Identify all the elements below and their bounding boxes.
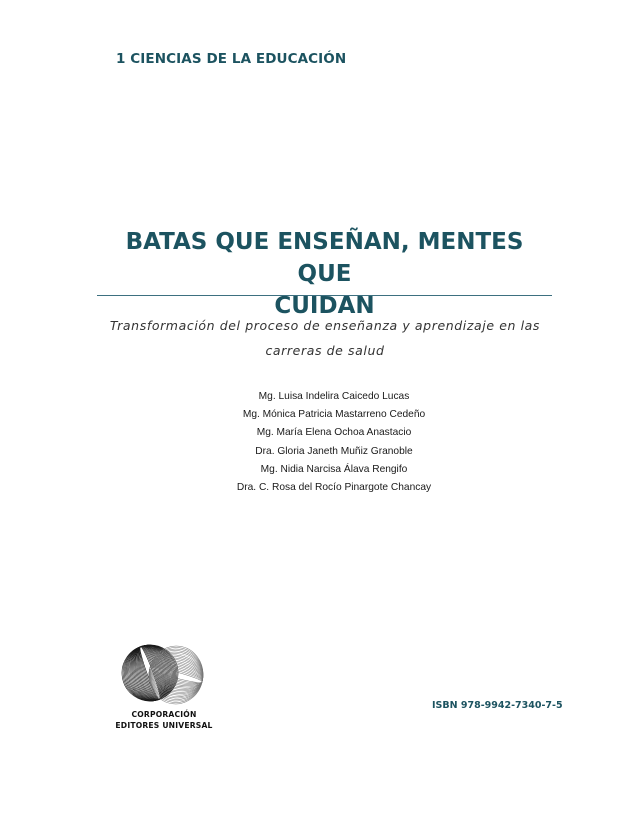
author-list xyxy=(150,388,518,497)
author-name: Mg. Nidia Narcisa Álava Rengifo xyxy=(260,463,408,475)
book-title xyxy=(97,226,552,322)
publisher-name-line-2: EDITORES UNIVERSAL xyxy=(115,721,213,730)
author-name: Mg. Mónica Patricia Mastarreno Cedeño xyxy=(242,409,426,421)
author-name: Mg. María Elena Ochoa Anastacio xyxy=(256,427,412,439)
isbn-label: ISBN 978-9942-7340-7-5 xyxy=(432,700,563,711)
book-subtitle xyxy=(100,313,550,363)
book-subtitle-line-2: carreras de salud xyxy=(265,343,385,358)
author-name: Mg. Luisa Indelira Caicedo Lucas xyxy=(258,391,410,402)
publisher-name xyxy=(104,709,224,731)
series-label: 1 CIENCIAS DE LA EDUCACIÓN xyxy=(116,51,347,67)
title-block xyxy=(97,226,552,322)
book-subtitle-line-1: Transformación del proceso de enseñanza y aprendizaje en las xyxy=(109,318,541,333)
book-title-line-2: CUIDAN xyxy=(274,293,375,319)
interlocking-spheres-logo-icon xyxy=(114,643,214,705)
publisher-block xyxy=(104,643,224,731)
title-divider xyxy=(97,295,552,296)
author-name: Dra. C. Rosa del Rocío Pinargote Chancay xyxy=(236,482,432,494)
book-title-line-1: BATAS QUE ENSEÑAN, MENTES QUE xyxy=(125,229,524,287)
publisher-name-line-1: CORPORACIÓN xyxy=(131,710,197,719)
author-name: Dra. Gloria Janeth Muñiz Granoble xyxy=(255,445,413,457)
